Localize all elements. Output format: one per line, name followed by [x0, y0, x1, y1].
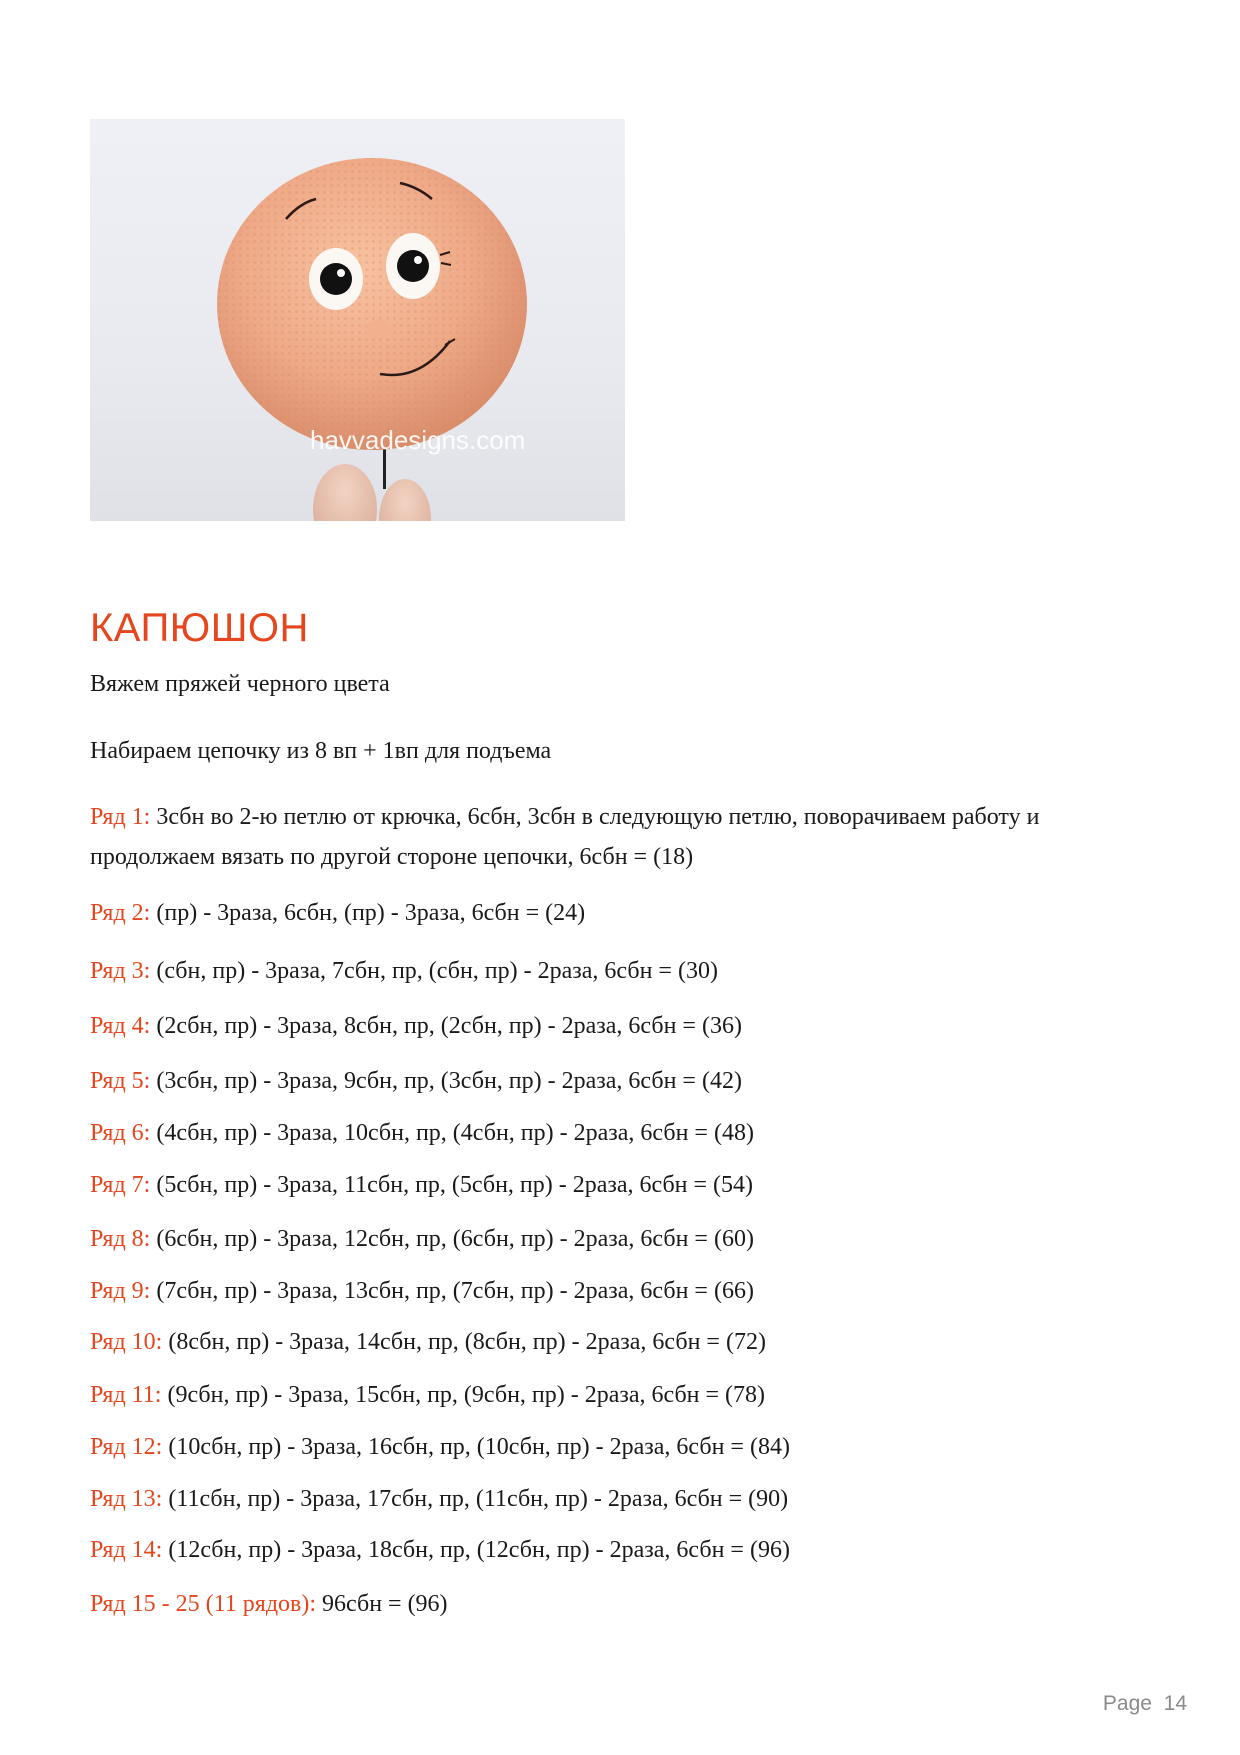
row-label: Ряд 10: [90, 1329, 163, 1355]
row-text: (6сбн, пр) - 3раза, 12сбн, пр, (6сбн, пр) - 2раза, 6сбн = (60) [150, 1226, 754, 1252]
row-label: Ряд 7: [90, 1172, 151, 1198]
row-instruction [90, 1584, 1160, 1624]
row-text: (11сбн, пр) - 3раза, 17сбн, пр, (11сбн, пр) - 2раза, 6сбн = (90) [162, 1486, 789, 1512]
section-title: КАПЮШОН [90, 606, 309, 650]
row-label: Ряд 12: [90, 1434, 163, 1460]
row-text: (12сбн, пр) - 3раза, 18сбн, пр, (12сбн, пр) - 2раза, 6сбн = (96) [162, 1537, 790, 1563]
row-instruction [90, 1061, 1160, 1101]
row-instruction [90, 1113, 1160, 1153]
row-instruction [90, 1479, 1160, 1519]
intro-line: Набираем цепочку из 8 вп + 1вп для подъема [90, 738, 552, 764]
page-footer [1103, 1692, 1187, 1716]
finger [313, 464, 377, 521]
row-instruction [90, 1165, 1160, 1205]
intro-line: Вяжем пряжей черного цвета [90, 671, 390, 697]
right-pupil [397, 250, 429, 282]
row-label: Ряд 11: [90, 1382, 162, 1408]
row-instruction [90, 1530, 1160, 1570]
row-text: (8сбн, пр) - 3раза, 14сбн, пр, (8сбн, пр) - 2раза, 6сбн = (72) [162, 1329, 766, 1355]
page-number: 14 [1163, 1692, 1187, 1715]
row-instruction [90, 1375, 1160, 1415]
row-text: (сбн, пр) - 3раза, 7сбн, пр, (сбн, пр) - 2раза, 6сбн = (30) [150, 958, 718, 984]
row-label: Ряд 1: [90, 804, 151, 830]
row-instruction [90, 797, 1160, 877]
nose [365, 320, 391, 338]
row-text: (5сбн, пр) - 3раза, 11сбн, пр, (5сбн, пр) - 2раза, 6сбн = (54) [150, 1172, 754, 1198]
row-instruction [90, 1427, 1160, 1467]
photo-watermark: havvadesigns.com [310, 425, 526, 455]
row-instruction [90, 1219, 1160, 1259]
row-label: Ряд 8: [90, 1226, 151, 1252]
crochet-head-photo [90, 119, 625, 521]
page-label: Page [1102, 1692, 1152, 1715]
row-text: (2сбн, пр) - 3раза, 8сбн, пр, (2сбн, пр) - 2раза, 6сбн = (36) [150, 1013, 742, 1039]
row-label: Ряд 3: [90, 958, 151, 984]
row-text: (10сбн, пр) - 3раза, 16сбн, пр, (10сбн, пр) - 2раза, 6сбн = (84) [162, 1434, 790, 1460]
row-instruction [90, 1322, 1160, 1362]
crochet-head-illustration [90, 119, 625, 521]
row-instruction [90, 951, 1160, 991]
row-instruction [90, 1271, 1160, 1311]
row-label: Ряд 14: [90, 1537, 163, 1563]
row-label: Ряд 2: [90, 900, 151, 926]
left-pupil [320, 263, 352, 295]
row-text: 96сбн = (96) [316, 1591, 448, 1617]
row-instruction [90, 893, 1160, 933]
row-label: Ряд 6: [90, 1120, 151, 1146]
row-instruction [90, 1006, 1160, 1046]
row-label: Ряд 13: [90, 1486, 163, 1512]
row-text: (пр) - 3раза, 6сбн, (пр) - 3раза, 6сбн = (24) [150, 900, 586, 926]
row-text: (9сбн, пр) - 3раза, 15сбн, пр, (9сбн, пр) - 2раза, 6сбн = (78) [161, 1382, 766, 1408]
row-text: (3сбн, пр) - 3раза, 9сбн, пр, (3сбн, пр) - 2раза, 6сбн = (42) [150, 1068, 742, 1094]
row-text: (4сбн, пр) - 3раза, 10сбн, пр, (4сбн, пр) - 2раза, 6сбн = (48) [150, 1120, 754, 1146]
row-text: (7сбн, пр) - 3раза, 13сбн, пр, (7сбн, пр) - 2раза, 6сбн = (66) [150, 1278, 754, 1304]
row-label: Ряд 15 - 25 (11 рядов): [90, 1591, 317, 1617]
row-label: Ряд 4: [90, 1013, 151, 1039]
row-label: Ряд 5: [90, 1068, 151, 1094]
row-text: 3сбн во 2-ю петлю от крючка, 6сбн, 3сбн в следующую петлю, поворачиваем работу и продолжаем вязать по другой стороне цепочки, 6сбн = (18) [90, 804, 1040, 870]
row-label: Ряд 9: [90, 1278, 151, 1304]
